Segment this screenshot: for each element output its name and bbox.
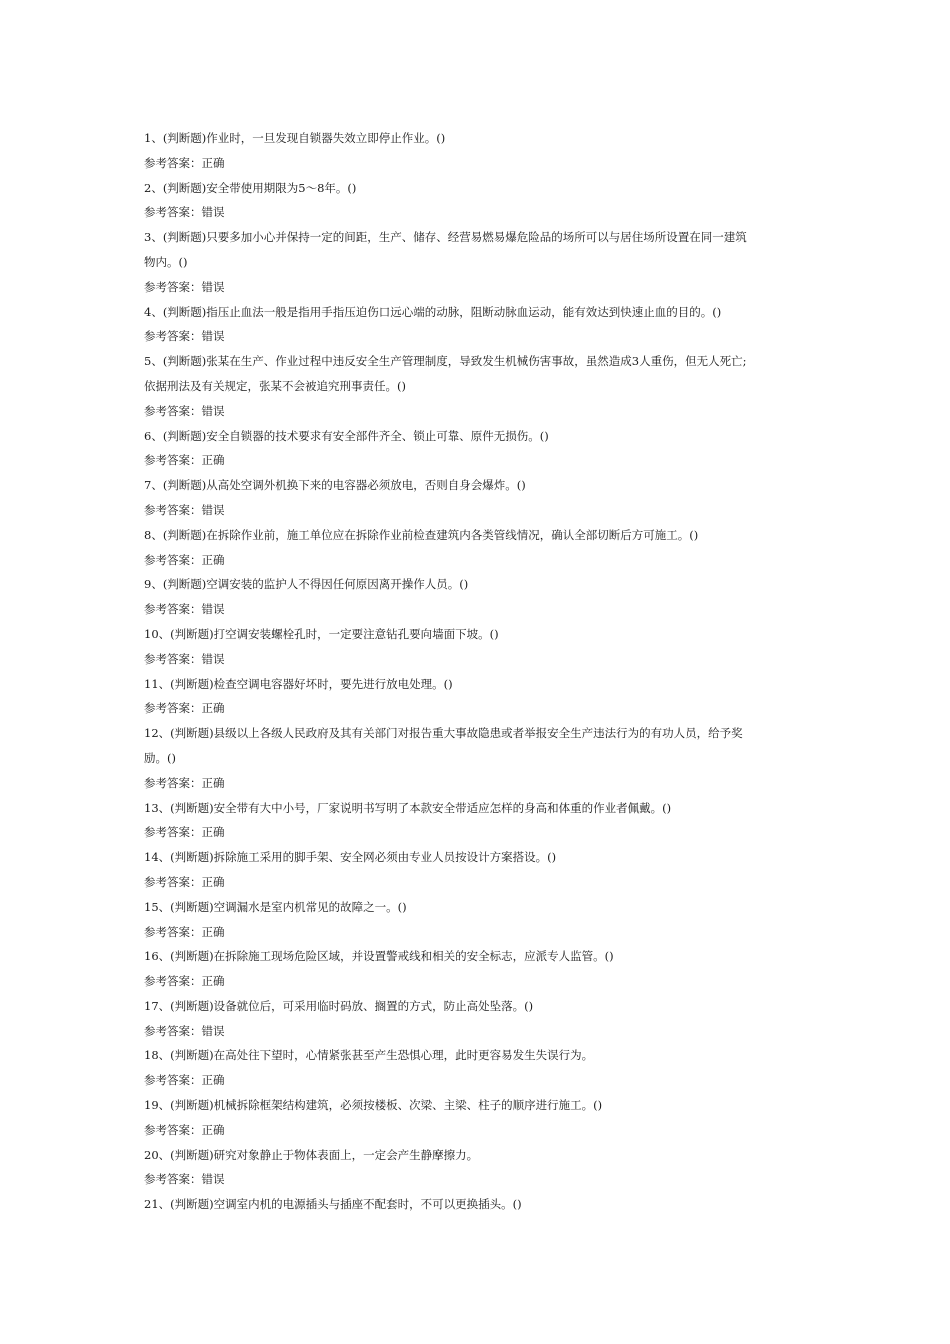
question-text: 17、(判断题)设备就位后，可采用临时码放、搁置的方式，防止高处坠落。() xyxy=(144,998,534,1013)
answer-label: 参考答案： xyxy=(144,329,202,344)
answer-label: 参考答案： xyxy=(144,502,202,517)
question-item xyxy=(144,895,824,945)
answer-label: 参考答案： xyxy=(144,701,202,716)
answer-label: 参考答案： xyxy=(144,602,202,617)
question-item xyxy=(144,424,824,474)
answer-value: 错误 xyxy=(201,279,225,294)
answer-value: 正确 xyxy=(201,874,225,889)
answer-label: 参考答案： xyxy=(144,1023,202,1038)
answer-value: 错误 xyxy=(201,651,225,666)
question-item xyxy=(144,126,824,176)
answer-label: 参考答案： xyxy=(144,1073,202,1088)
question-item xyxy=(144,1192,824,1217)
question-text: 13、(判断题)安全带有大中小号，厂家说明书写明了本款安全带适应怎样的身高和体重的作业者佩戴。() xyxy=(144,800,672,815)
answer-line xyxy=(144,448,824,473)
question-text: 6、(判断题)安全自锁器的技术要求有安全部件齐全、锁止可靠、原件无损伤。() xyxy=(144,428,549,443)
answer-value: 正确 xyxy=(201,453,225,468)
question-text: 18、(判断题)在高处往下望时，心情紧张甚至产生恐惧心理，此时更容易发生失误行为。 xyxy=(144,1048,594,1063)
answer-value: 错误 xyxy=(201,403,225,418)
answer-line xyxy=(144,969,824,994)
answer-value: 正确 xyxy=(201,1073,225,1088)
question-item xyxy=(144,300,824,350)
answer-line xyxy=(144,399,824,424)
question-text: 14、(判断题)拆除施工采用的脚手架、安全网必须由专业人员按设计方案搭设。() xyxy=(144,850,557,865)
answer-value: 正确 xyxy=(201,1122,225,1137)
question-text: 11、(判断题)检查空调电容器好坏时，要先进行放电处理。() xyxy=(144,676,453,691)
answer-line xyxy=(144,548,824,573)
answer-value: 正确 xyxy=(201,155,225,170)
answer-label: 参考答案： xyxy=(144,651,202,666)
question-text: 5、(判断题)张某在生产、作业过程中违反安全生产管理制度，导致发生机械伤害事故，虽然造成3人重伤，但无人死亡; xyxy=(144,354,747,369)
answer-line xyxy=(144,498,824,523)
question-text: 10、(判断题)打空调安装螺栓孔时，一定要注意钻孔要向墙面下坡。() xyxy=(144,626,499,641)
question-text: 1、(判断题)作业时，一旦发现自锁器失效立即停止作业。() xyxy=(144,131,446,145)
answer-label: 参考答案： xyxy=(144,205,202,220)
question-item xyxy=(144,721,824,795)
answer-value: 错误 xyxy=(201,502,225,517)
question-item xyxy=(144,176,824,226)
question-item xyxy=(144,796,824,846)
question-text: 励。() xyxy=(144,750,176,765)
question-text: 16、(判断题)在拆除施工现场危险区域，并设置警戒线和相关的安全标志，应派专人监管。() xyxy=(144,949,614,964)
answer-label: 参考答案： xyxy=(144,1172,202,1187)
answer-label: 参考答案： xyxy=(144,403,202,418)
answer-label: 参考答案： xyxy=(144,1122,202,1137)
question-item xyxy=(144,1093,824,1143)
answer-label: 参考答案： xyxy=(144,924,202,939)
question-text: 21、(判断题)空调室内机的电源插头与插座不配套时，不可以更换插头。() xyxy=(144,1197,522,1212)
question-item xyxy=(144,672,824,722)
answer-value: 正确 xyxy=(201,825,225,840)
question-text: 15、(判断题)空调漏水是室内机常见的故障之一。() xyxy=(144,899,407,914)
answer-line xyxy=(144,597,824,622)
answer-label: 参考答案： xyxy=(144,552,202,567)
question-item xyxy=(144,622,824,672)
question-text: 物内。() xyxy=(144,254,188,269)
question-item xyxy=(144,473,824,523)
question-item xyxy=(144,994,824,1044)
answer-line xyxy=(144,920,824,945)
question-text: 4、(判断题)指压止血法一般是指用手指压迫伤口远心端的动脉，阻断动脉血运动，能有效达到快速止血的目的。() xyxy=(144,304,722,319)
answer-line xyxy=(144,324,824,349)
answer-value: 错误 xyxy=(201,1172,225,1187)
question-item xyxy=(144,944,824,994)
answer-value: 正确 xyxy=(201,974,225,989)
answer-value: 错误 xyxy=(201,602,225,617)
answer-line xyxy=(144,647,824,672)
answer-line xyxy=(144,870,824,895)
answer-value: 正确 xyxy=(201,924,225,939)
answer-line xyxy=(144,1167,824,1192)
answer-value: 错误 xyxy=(201,205,225,220)
question-text: 19、(判断题)机械拆除框架结构建筑，必须按楼板、次梁、主梁、柱子的顺序进行施工。() xyxy=(144,1098,603,1113)
question-text: 20、(判断题)研究对象静止于物体表面上，一定会产生静摩擦力。 xyxy=(144,1147,479,1162)
question-item xyxy=(144,523,824,573)
answer-label: 参考答案： xyxy=(144,874,202,889)
answer-line xyxy=(144,151,824,176)
answer-label: 参考答案： xyxy=(144,974,202,989)
answer-value: 正确 xyxy=(201,552,225,567)
question-text: 9、(判断题)空调安装的监护人不得因任何原因离开操作人员。() xyxy=(144,577,469,592)
answer-value: 错误 xyxy=(201,329,225,344)
question-item xyxy=(144,349,824,423)
question-text: 8、(判断题)在拆除作业前，施工单位应在拆除作业前检查建筑内各类管线情况，确认全部切断后方可施工。() xyxy=(144,527,699,542)
question-item xyxy=(144,225,824,299)
question-text: 依据刑法及有关规定，张某不会被追究刑事责任。() xyxy=(144,378,406,393)
answer-line xyxy=(144,820,824,845)
answer-line xyxy=(144,200,824,225)
document-page xyxy=(144,126,824,1217)
answer-label: 参考答案： xyxy=(144,453,202,468)
answer-label: 参考答案： xyxy=(144,155,202,170)
question-item xyxy=(144,845,824,895)
answer-label: 参考答案： xyxy=(144,775,202,790)
answer-line xyxy=(144,1019,824,1044)
answer-line xyxy=(144,275,824,300)
answer-label: 参考答案： xyxy=(144,279,202,294)
question-item xyxy=(144,572,824,622)
question-text: 7、(判断题)从高处空调外机换下来的电容器必须放电，否则自身会爆炸。() xyxy=(144,478,526,493)
answer-label: 参考答案： xyxy=(144,825,202,840)
answer-line xyxy=(144,771,824,796)
question-item xyxy=(144,1043,824,1093)
question-text: 2、(判断题)安全带使用期限为5～8年。() xyxy=(144,180,357,195)
answer-value: 正确 xyxy=(201,775,225,790)
question-item xyxy=(144,1143,824,1193)
question-text: 12、(判断题)县级以上各级人民政府及其有关部门对报告重大事故隐患或者举报安全生产违法行为的有功人员，给予奖 xyxy=(144,726,743,741)
answer-line xyxy=(144,1068,824,1093)
answer-value: 错误 xyxy=(201,1023,225,1038)
answer-line xyxy=(144,1118,824,1143)
answer-line xyxy=(144,696,824,721)
question-text: 3、(判断题)只要多加小心并保持一定的间距，生产、储存、经营易燃易爆危险品的场所可以与居住场所设置在同一建筑 xyxy=(144,230,747,245)
answer-value: 正确 xyxy=(201,701,225,716)
